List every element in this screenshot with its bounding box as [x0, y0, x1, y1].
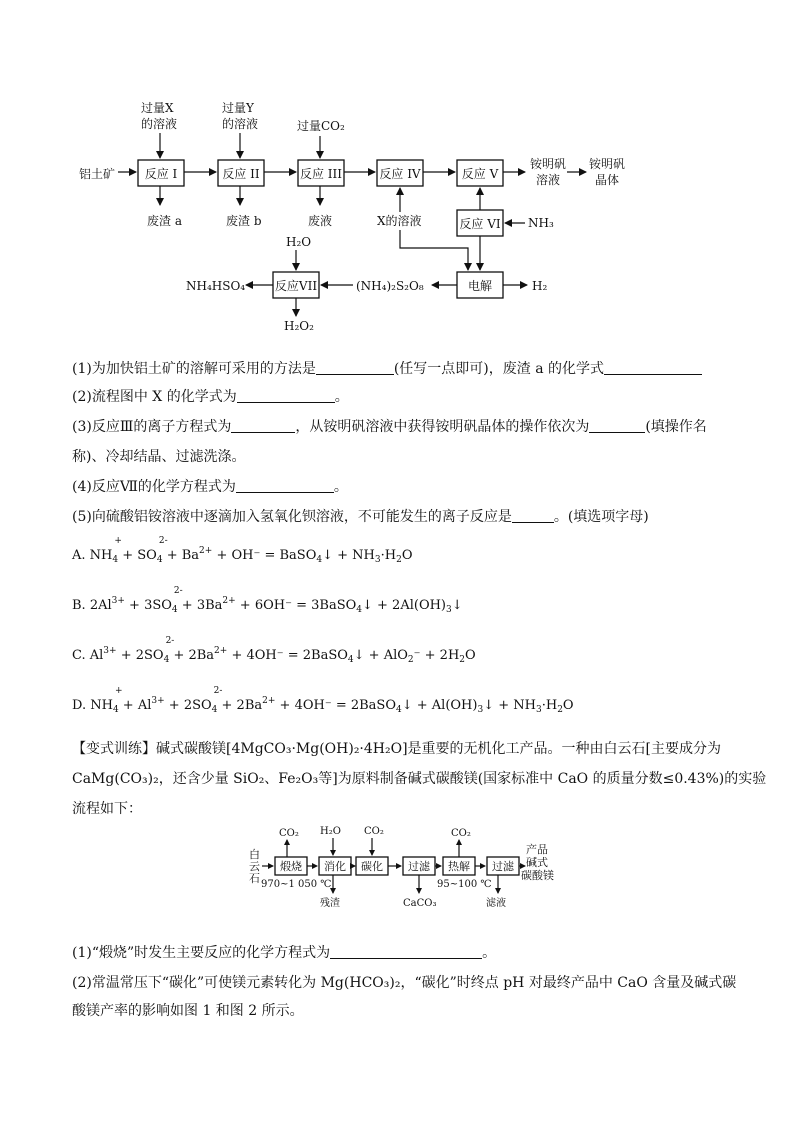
h2-label: H₂: [532, 279, 548, 293]
reagent-x-line1: 过量X: [141, 101, 174, 115]
step-pyrolysis-label: 热解: [448, 860, 470, 873]
reagent-y-line1: 过量Y: [222, 101, 254, 115]
reaction-7-label: 反应VII: [274, 279, 318, 293]
reaction-4-label: 反应 IV: [379, 167, 421, 181]
x-solution-label: X的溶液: [377, 214, 422, 228]
calcine-temperature: 970~1 050 ℃: [261, 879, 332, 890]
step-carbonate-label: 碳化: [361, 860, 383, 873]
tail-question-1: (1)“煅烧”时发生主要反应的化学方程式为 。: [72, 945, 497, 961]
bottom-filtrate: 滤液: [486, 898, 506, 909]
top-co2-2: CO₂: [364, 826, 384, 837]
variant-line-2: CaMg(CO₃)₂，还含少量 SiO₂、Fe₂O₃等]为原料制备碱式碳酸镁(国家标准中 CaO 的质量分数≤0.43%)的实验: [72, 771, 767, 787]
product-line-2: 碱式: [526, 856, 548, 869]
step-filter2-label: 过滤: [492, 860, 514, 873]
persulfate-label: (NH₄)₂S₂O₈: [356, 279, 424, 293]
question-1: (1)为加快铝土矿的溶解可采用的方法是 (任写一点即可)，废渣 a 的化学式: [72, 358, 702, 378]
question-3: (3)反应Ⅲ的离子方程式为 ，从铵明矾溶液中获得铵明矾晶体的操作依次为 (填操作名: [72, 419, 707, 435]
step-filter1-label: 过滤: [408, 860, 430, 873]
tail-question-2-line-2: 酸镁产率的影响如图 1 和图 2 所示。: [72, 1003, 304, 1019]
reaction-2-label: 反应 II: [222, 167, 260, 181]
waste-a: 废渣 a: [147, 214, 182, 228]
product-solution-line2: 溶液: [536, 173, 561, 187]
top-co2-1: CO₂: [279, 828, 299, 839]
variant-line-1: 【变式训练】碱式碳酸镁[4MgCO₃·Mg(OH)₂·4H₂O]是重要的无机化工产品。一种由白云石[主要成分为: [72, 741, 722, 757]
reaction-6-label: 反应 VI: [459, 217, 501, 231]
product-crystal-line1: 铵明矾: [589, 157, 626, 171]
step-calcine-label: 煅烧: [280, 860, 302, 873]
electrolysis-label: 电解: [467, 279, 493, 293]
answer-blank[interactable]: [330, 945, 482, 959]
reaction-3-label: 反应 III: [299, 167, 343, 181]
top-h2o: H₂O: [320, 826, 341, 837]
product-solution-line1: 铵明矾: [530, 157, 567, 171]
h2o-label: H₂O: [286, 235, 312, 249]
product-line-1: 产品: [526, 843, 548, 856]
variant-line-3: 流程如下：: [72, 801, 142, 817]
nh3-label: NH₃: [528, 216, 554, 230]
step-slake-label: 消化: [324, 860, 346, 873]
reagent-co2: 过量CO₂: [297, 119, 345, 133]
question-5: (5)向硫酸铝铵溶液中逐滴加入氢氧化钡溶液，不可能发生的离子反应是 。(填选项字母): [72, 509, 649, 525]
nh4hso4-label: NH₄HSO₄: [186, 279, 246, 293]
dolomite-char-3: 石: [249, 872, 260, 885]
dolomite-char-2: 云: [249, 860, 260, 873]
waste-liquid: 废液: [308, 214, 333, 228]
question-3-cont: 称)、冷却结晶、过滤洗涤。: [72, 449, 246, 465]
waste-b: 废渣 b: [226, 214, 262, 228]
option-d: D. NH + $_4 + Al^{3+} + 2SO$ 2- $_4 + 2Ba^{2+} + 4OH^-$ = 2BaSO$_4$↓ + $Al(OH)_3↓ + NH_3\cdot H_2O$: [72, 686, 574, 715]
reagent-x-line2: 的溶液: [141, 117, 178, 131]
h2o2-label: H₂O₂: [284, 319, 314, 333]
top-co2-3: CO₂: [451, 828, 471, 839]
reaction-1-label: 反应 I: [144, 167, 178, 181]
reaction-5-label: 反应 V: [461, 167, 499, 181]
dolomite-char-1: 白: [249, 848, 260, 861]
bottom-residue: 残渣: [320, 898, 340, 909]
tail-question-2-line-1: (2)常温常压下“碳化”可使镁元素转化为 Mg(HCO₃)₂，“碳化”时终点 pH 对最终产品中 CaO 含量及碱式碳: [72, 975, 737, 991]
question-2: (2)流程图中 X 的化学式为 。: [72, 389, 349, 405]
question-4: (4)反应Ⅶ的化学方程式为 。: [72, 479, 348, 495]
reagent-y-line2: 的溶液: [222, 117, 259, 131]
product-line-3: 碳酸镁: [521, 869, 554, 882]
option-b: B. $2Al^{3+} + 3SO$ 2- $_4 + 3Ba^{2+} + 6OH^-$ = 3BaSO$_4$↓ + $2Al(OH)_3↓$: [72, 586, 463, 615]
option-a: A. NH + $_4$ + SO 2- $_4 + Ba^{2+} + OH^-$ = BaSO$_4$↓ + $NH_3\cdot H_2O$: [72, 536, 413, 565]
pyrolysis-temperature: 95~100 ℃: [437, 879, 492, 890]
input-bauxite: 铝土矿: [79, 167, 116, 181]
bottom-caco3: CaCO₃: [403, 898, 437, 909]
product-crystal-line2: 晶体: [595, 173, 620, 187]
option-c: C. $Al^{3+} + 2SO$ 2- $_4 + 2Ba^{2+} + 4OH^-$ = 2BaSO$_4$↓ + $AlO_2^- + 2H_2O$: [72, 636, 476, 665]
